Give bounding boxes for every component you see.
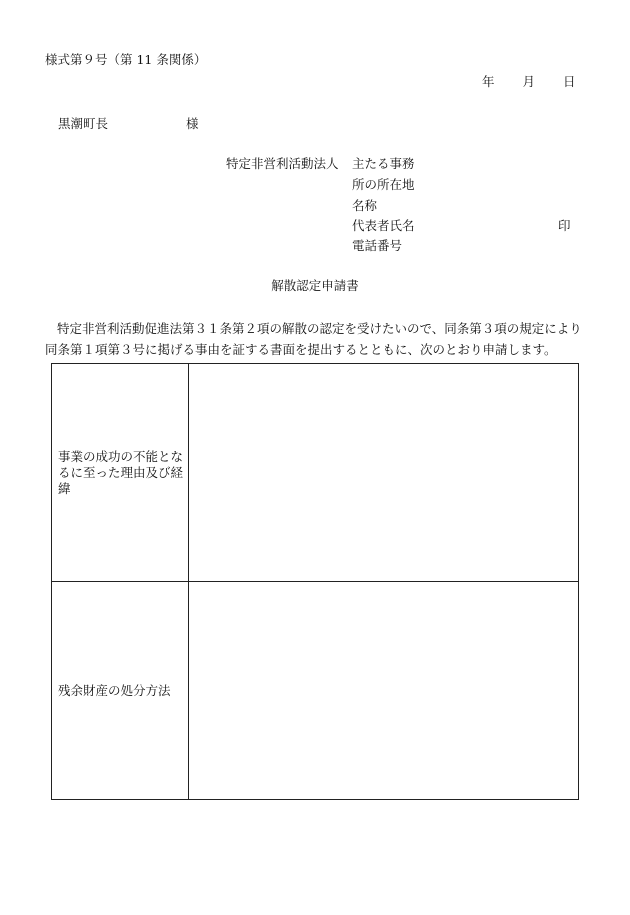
body-text: 特定非営利活動促進法第３１条第２項の解散の認定を受けたいので、同条第３項の規定により同条第１項第３号に掲げる事由を証する書面を提出するとともに、次のとおり申請します。 [45, 321, 582, 357]
applicant-field-office: 主たる事務 [352, 156, 415, 171]
date-line [482, 74, 576, 90]
document-title: 解散認定申請書 [271, 278, 359, 293]
row-label-reason: 事業の成功の不能となるに至った理由及び経緯 [52, 364, 189, 582]
seal-mark: 印 [558, 218, 571, 233]
detail-table [51, 363, 579, 800]
row-label-disposal: 残余財産の処分方法 [52, 582, 189, 800]
applicant-field-representative: 代表者氏名 [352, 218, 415, 233]
applicant-kind: 特定非営利活動法人 [226, 156, 339, 171]
date-day: 日 [563, 74, 576, 89]
applicant-field-name: 名称 [352, 198, 378, 213]
addressee-name: 黒潮町長 [58, 116, 109, 131]
date-year: 年 [482, 74, 495, 89]
applicant-field-location: 所の所在地 [352, 177, 415, 192]
addressee-honorific: 様 [186, 116, 199, 131]
row-value-disposal[interactable] [189, 582, 579, 800]
date-month: 月 [522, 74, 536, 89]
row-value-reason[interactable] [189, 364, 579, 582]
table-row [52, 364, 579, 582]
form-number: 様式第９号（第 11 条関係） [45, 52, 207, 67]
addressee [58, 116, 199, 132]
applicant-field-phone: 電話番号 [352, 238, 403, 253]
table-row [52, 582, 579, 800]
